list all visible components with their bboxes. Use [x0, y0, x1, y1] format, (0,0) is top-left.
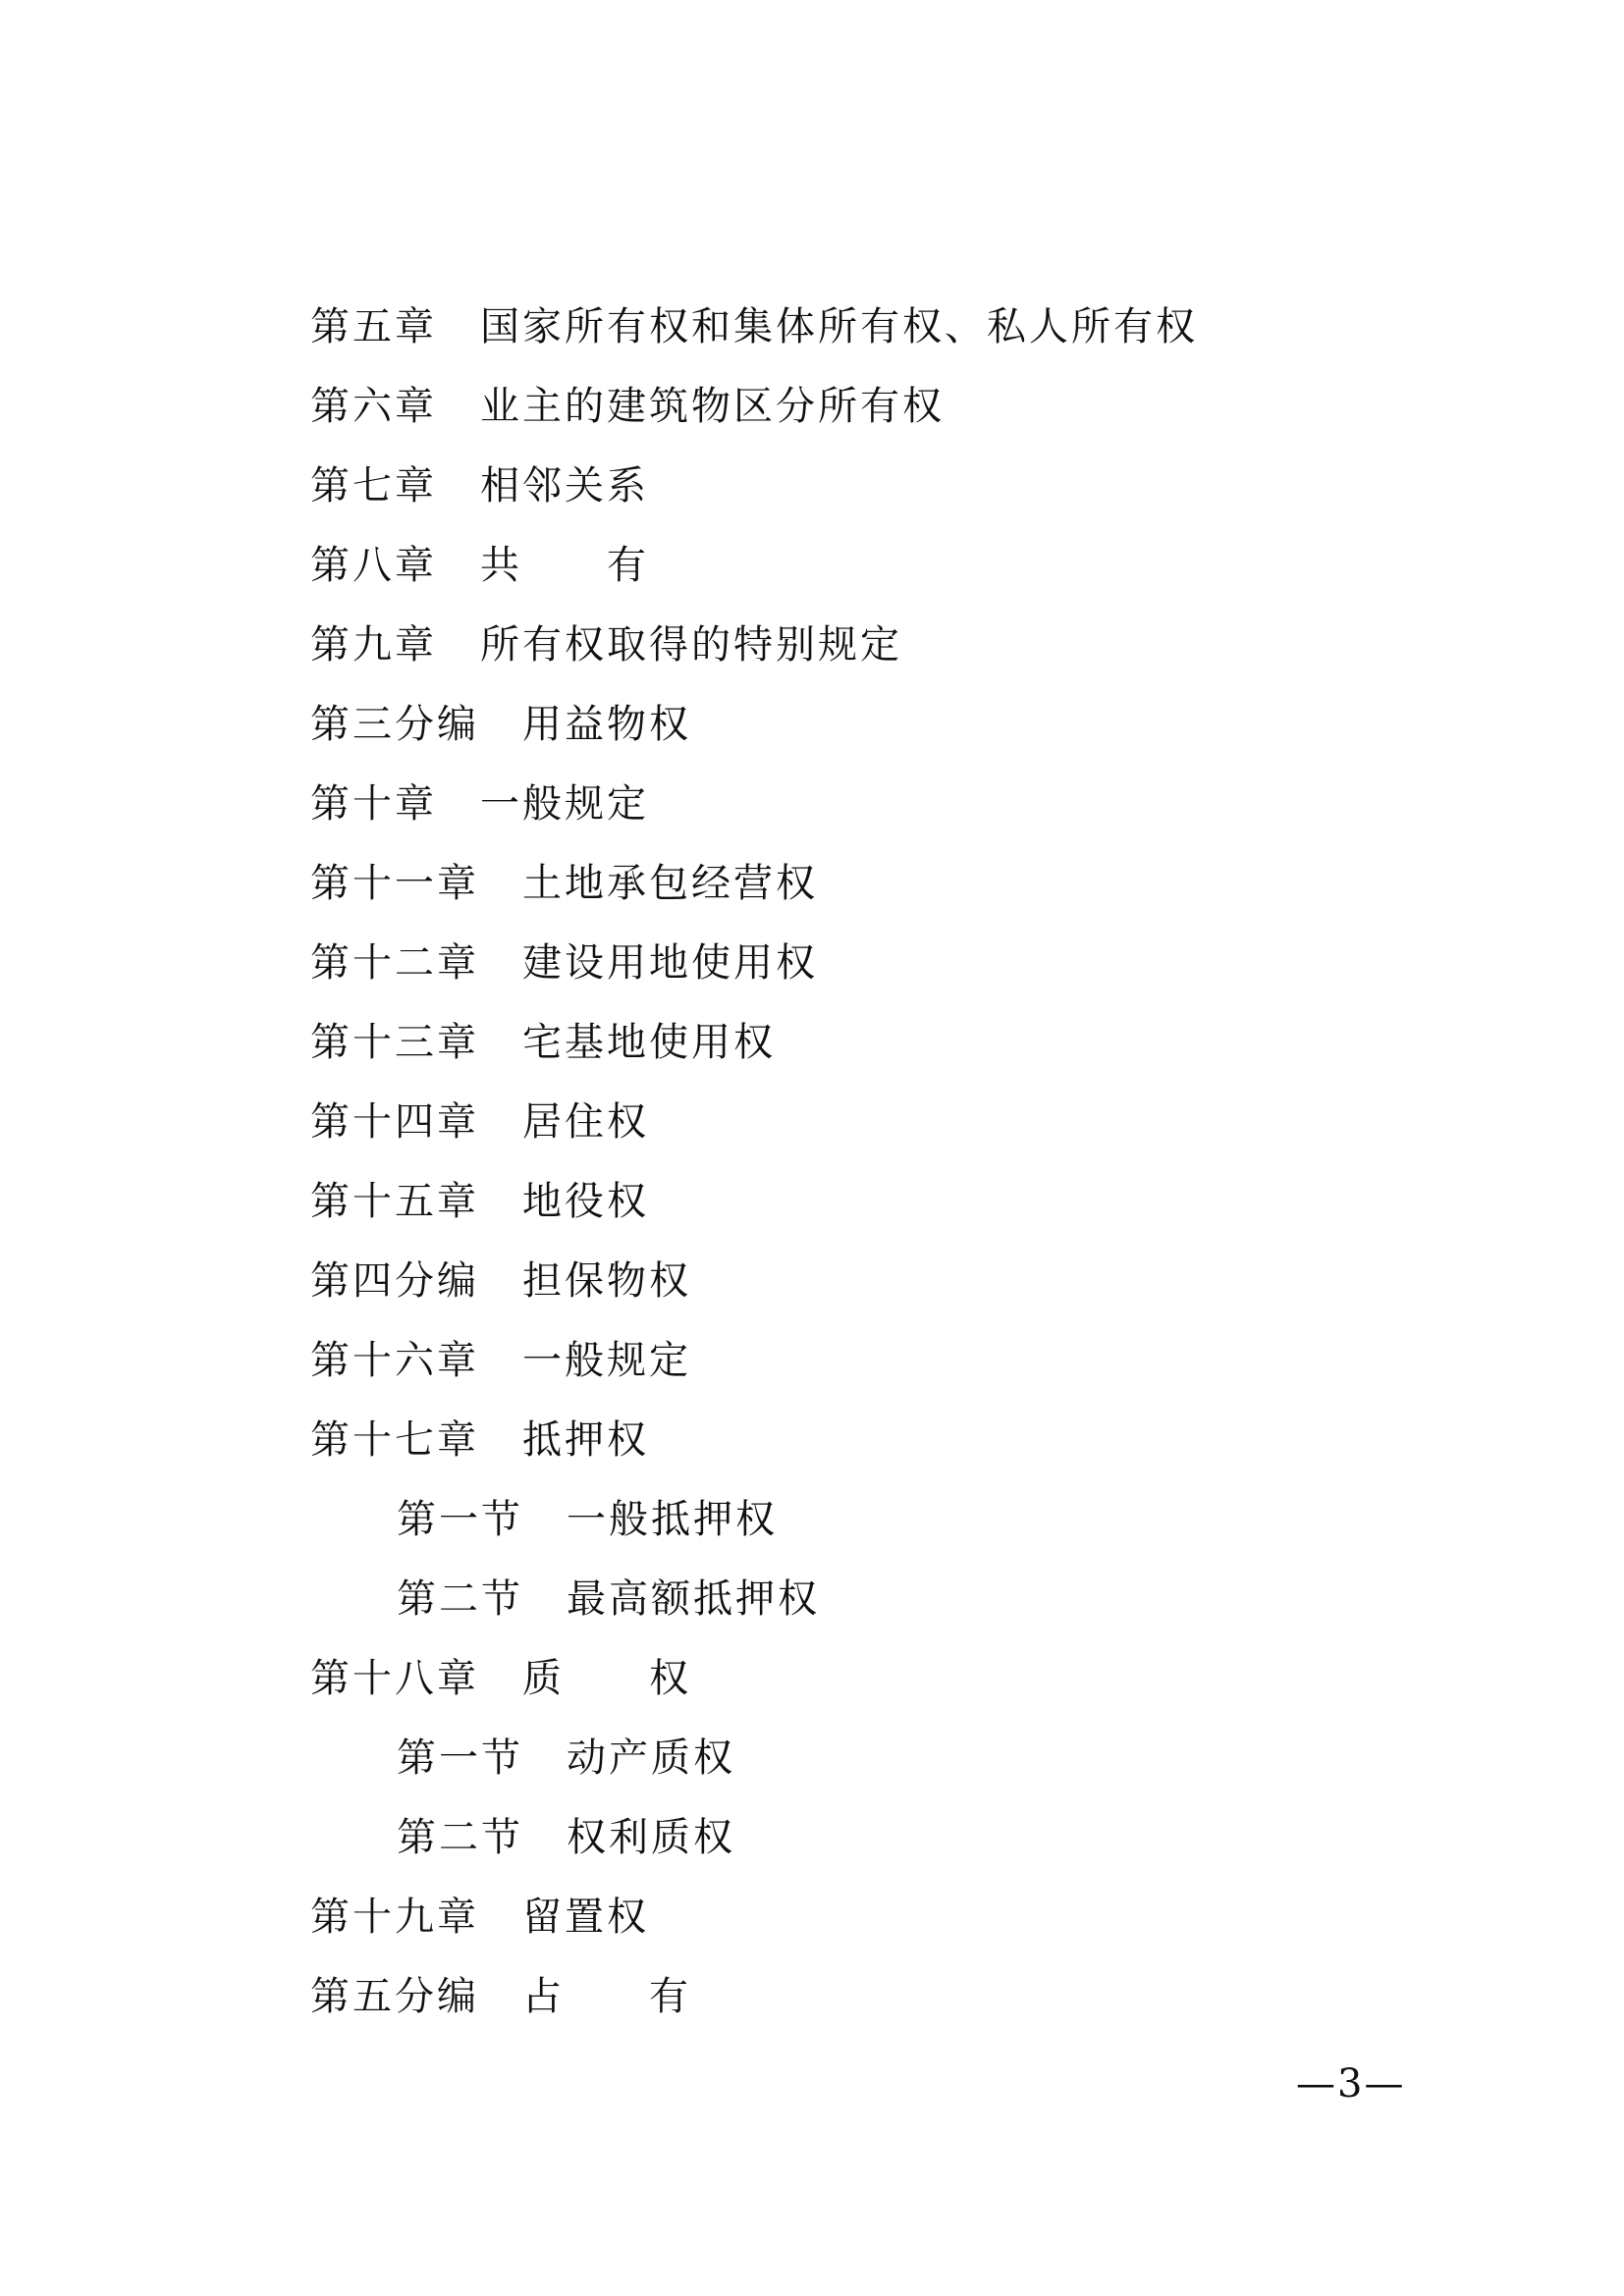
toc-title: 动产质权 — [567, 1735, 735, 1781]
toc-label: 第十三章 — [310, 1020, 479, 1065]
toc-title: 最高额抵押权 — [567, 1576, 820, 1622]
toc-title: 国家所有权和集体所有权、私人所有权 — [480, 304, 1198, 349]
toc-entry — [310, 1172, 649, 1231]
toc-label: 第七章 — [310, 463, 437, 508]
toc-entry — [310, 1411, 649, 1469]
toc-title: 业主的建筑物区分所有权 — [480, 384, 945, 429]
toc-entry — [310, 377, 945, 436]
toc-title: 共 有 — [480, 543, 649, 588]
page-number: —3— — [1296, 2061, 1406, 2107]
toc-label: 第三分编 — [310, 702, 479, 747]
toc-title: 所有权取得的特别规定 — [480, 622, 902, 667]
toc-entry — [310, 1013, 776, 1072]
toc-label: 第十九章 — [310, 1895, 479, 1940]
toc-title: 相邻关系 — [480, 463, 649, 508]
toc-label: 第九章 — [310, 622, 437, 667]
toc-title: 质 权 — [522, 1656, 691, 1701]
toc-entry — [310, 695, 691, 754]
toc-entry — [310, 536, 649, 595]
toc-title: 占 有 — [522, 1974, 691, 2019]
toc-label: 第一节 — [397, 1735, 523, 1781]
toc-label: 第十二章 — [310, 940, 479, 986]
toc-label: 第六章 — [310, 384, 437, 429]
toc-title: 抵押权 — [522, 1417, 649, 1463]
toc-entry — [310, 774, 649, 833]
toc-label: 第十六章 — [310, 1338, 479, 1383]
toc-title: 一般规定 — [480, 781, 649, 827]
toc-subentry — [397, 1808, 735, 1867]
toc-label: 第十章 — [310, 781, 437, 827]
toc-entry — [310, 456, 649, 515]
toc-label: 第十八章 — [310, 1656, 479, 1701]
toc-label: 第十一章 — [310, 861, 479, 906]
toc-subentry — [397, 1729, 735, 1788]
toc-title: 地役权 — [522, 1179, 649, 1224]
toc-entry — [310, 934, 818, 992]
toc-label: 第十七章 — [310, 1417, 479, 1463]
toc-title: 宅基地使用权 — [522, 1020, 776, 1065]
toc-entry — [310, 1888, 649, 1947]
toc-label: 第二节 — [397, 1815, 523, 1860]
toc-title: 一般规定 — [522, 1338, 691, 1383]
toc-entry — [310, 1967, 691, 2026]
toc-title: 留置权 — [522, 1895, 649, 1940]
toc-entry — [310, 615, 902, 674]
toc-entry — [310, 1649, 691, 1708]
toc-entry — [310, 854, 818, 913]
toc-label: 第二节 — [397, 1576, 523, 1622]
toc-label: 第十四章 — [310, 1099, 479, 1145]
toc-title: 一般抵押权 — [567, 1497, 778, 1542]
toc-title: 土地承包经营权 — [522, 861, 818, 906]
toc-label: 第十五章 — [310, 1179, 479, 1224]
toc-entry — [310, 1093, 649, 1151]
toc-title: 居住权 — [522, 1099, 649, 1145]
toc-title: 用益物权 — [522, 702, 691, 747]
toc-subentry — [397, 1570, 820, 1629]
toc-label: 第四分编 — [310, 1258, 479, 1304]
toc-entry — [310, 1331, 691, 1390]
toc-subentry — [397, 1490, 778, 1549]
toc-title: 建设用地使用权 — [522, 940, 818, 986]
toc-label: 第一节 — [397, 1497, 523, 1542]
toc-label: 第五分编 — [310, 1974, 479, 2019]
toc-entry — [310, 297, 1198, 356]
toc-label: 第八章 — [310, 543, 437, 588]
toc-entry — [310, 1252, 691, 1310]
toc-title: 担保物权 — [522, 1258, 691, 1304]
toc-label: 第五章 — [310, 304, 437, 349]
toc-title: 权利质权 — [567, 1815, 735, 1860]
